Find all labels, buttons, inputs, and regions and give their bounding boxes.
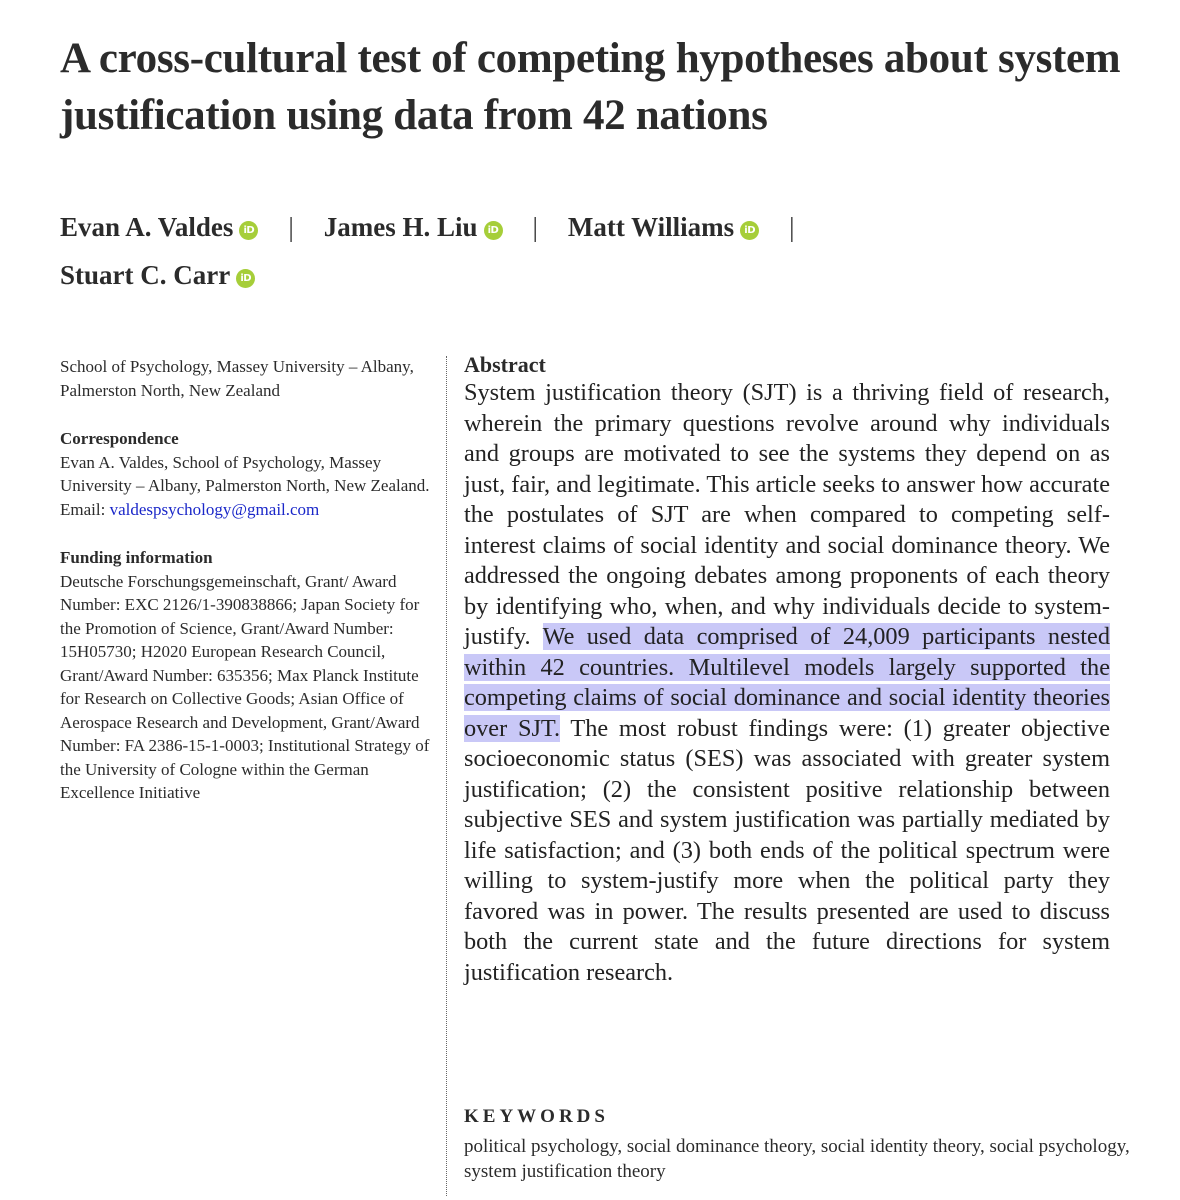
abstract-section xyxy=(464,352,1110,988)
author-separator: | xyxy=(288,212,294,242)
affiliation-block xyxy=(60,355,435,402)
author-list xyxy=(60,203,1140,299)
correspondence-text: Evan A. Valdes, School of Psychology, Massey University – Albany, Palmerston North, New Zealand. xyxy=(60,452,430,495)
orcid-icon[interactable]: iD xyxy=(239,221,258,240)
author-separator: | xyxy=(532,212,538,242)
funding-text: Deutsche Forschungsgemeinschaft, Grant/ Award Number: EXC 2126/1-390838866; Japan Society for the Promotion of Science, Grant/Award Number: 15H05730; H2020 European Research Council, Grant/Award Number: 635356; Max Planck Institute for Research on Collective Goods; Asian Office of Aerospace Research and Development, Grant/Award Number: FA 2386-15-1-0003; Institutional Strategy of the University of Cologne within the German Excellence Initiative xyxy=(60,571,430,802)
author-name: Evan A. Valdes xyxy=(60,212,234,242)
author-name: James H. Liu xyxy=(323,212,478,242)
author-williams xyxy=(568,203,759,251)
keywords-heading: KEYWORDS xyxy=(464,1106,609,1127)
highlighted-text[interactable]: We used data comprised of 24,009 participants nested within 42 countries. Multilevel models largely supported the competing claims of social dominance and social identity theories over SJT. xyxy=(464,623,1110,742)
abstract-heading: Abstract xyxy=(464,352,546,377)
email-label: Email: xyxy=(60,499,106,519)
author-separator: | xyxy=(789,212,795,242)
orcid-icon[interactable]: iD xyxy=(740,221,759,240)
author-liu xyxy=(324,203,503,251)
funding-block xyxy=(60,546,435,805)
author-valdes xyxy=(60,203,258,251)
abstract-body xyxy=(464,378,1110,988)
email-link[interactable]: valdespsychology@gmail.com xyxy=(109,499,320,519)
funding-heading: Funding information xyxy=(60,548,213,567)
author-name: Matt Williams xyxy=(567,212,735,242)
keywords-section xyxy=(464,1104,1144,1184)
affiliation-text: School of Psychology, Massey University – Albany, Palmerston North, New Zealand xyxy=(60,357,414,400)
orcid-icon[interactable]: iD xyxy=(236,269,255,288)
correspondence-block xyxy=(60,427,435,521)
abstract-text-after: The most robust findings were: (1) greater objective socioeconomic status (SES) was associated with greater system justification; (2) the consistent positive relationship between subjective SES and system justification was partially mediated by life satisfaction; and (3) both ends of the political spectrum were willing to system-justify more when the political party they favored was in power. The results presented are used to discuss both the current state and the future directions for system justification research. xyxy=(464,714,1110,986)
article-info-column xyxy=(60,355,435,830)
author-carr xyxy=(60,251,255,299)
email-line xyxy=(60,498,435,522)
abstract-text-before: System justification theory (SJT) is a thriving field of research, wherein the primary questions revolve around why individuals and groups are motivated to see the systems they depend on as just, fair, and legitimate. This article seeks to answer how accurate the postulates of SJT are when compared to competing self-interest claims of social identity and social dominance theory. We addressed the ongoing debates among proponents of each theory by identifying who, when, and why individuals decide to system-justify. xyxy=(464,379,1110,650)
correspondence-heading: Correspondence xyxy=(60,429,179,448)
keywords-list: political psychology, social dominance theory, social identity theory, social psychology, system justification theory xyxy=(464,1136,1130,1182)
orcid-icon[interactable]: iD xyxy=(484,221,503,240)
author-name: Stuart C. Carr xyxy=(60,260,231,290)
paper-title: A cross-cultural test of competing hypotheses about system justification using data from 42 nations xyxy=(60,35,1121,139)
column-divider xyxy=(446,356,447,1196)
